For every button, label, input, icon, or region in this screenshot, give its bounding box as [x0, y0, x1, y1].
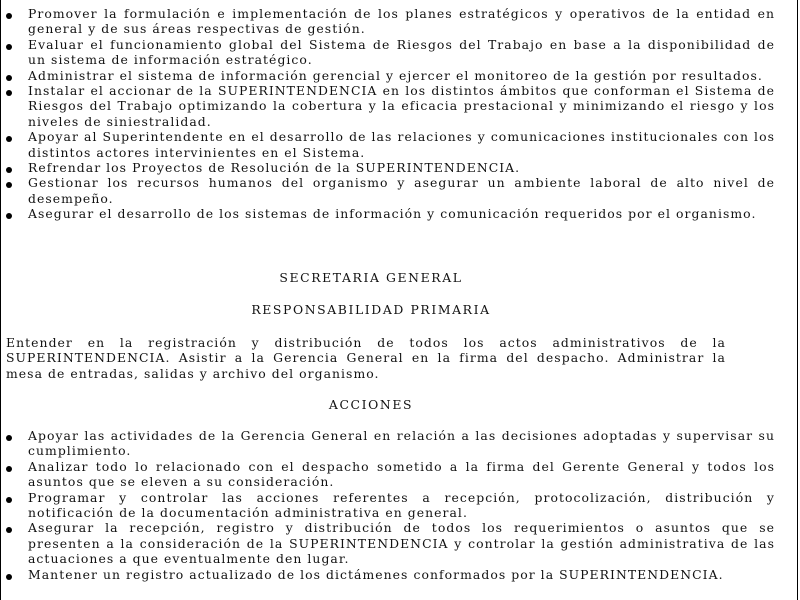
bullet-icon: [6, 435, 12, 441]
bullet-icon: [6, 44, 12, 50]
list-item-text: Analizar todo lo relacionado con el despacho sometido a la firma del Gerente General y todos los asuntos que se eleven a su consideración.: [28, 458, 775, 490]
list-item: [1, 83, 799, 129]
bullet-icon: [6, 574, 12, 580]
objectives-list: [1, 6, 799, 222]
list-item-text: Asegurar la recepción, registro y distribución de todos los requerimientos o asuntos que se presenten a la consideración de la SUPERINTENDENCIA y controlar la gestión administrativa de las actuaciones a que eventualmente den lugar.: [28, 520, 775, 567]
bullet-icon: [6, 466, 12, 472]
section-title: SECRETARIA GENERAL: [279, 270, 463, 285]
list-item: [1, 129, 799, 160]
bullet-icon: [6, 167, 12, 173]
list-item: [1, 490, 799, 521]
bullet-icon: [6, 527, 12, 533]
list-item-text: Apoyar al Superintendente en el desarrollo de las relaciones y comunicaciones institucionales con los distintos actores intervinientes en el Sistema.: [28, 129, 775, 160]
list-item: [1, 459, 799, 490]
list-item: [1, 37, 799, 68]
list-item: [1, 68, 799, 83]
acciones-heading: ACCIONES: [328, 397, 414, 412]
list-item-text: Apoyar las actividades de la Gerencia General en relación a las decisiones adoptadas y supervisar su cumplimiento.: [28, 428, 775, 459]
list-item-text: Asegurar el desarrollo de los sistemas de información y comunicación requeridos por el organismo.: [28, 206, 757, 222]
list-item-text: Mantener un registro actualizado de los dictámenes conformados por la SUPERINTENDENCIA.: [28, 566, 724, 582]
list-item-text: Promover la formulación e implementación de los planes estratégicos y operativos de la entidad en general y de sus áreas respectivas de gestión.: [28, 6, 775, 37]
list-item-text: Programar y controlar las acciones referentes a recepción, protocolización, distribución y notificación de la documentación administrativa en general.: [28, 489, 775, 521]
bullet-icon: [6, 136, 12, 142]
list-item-text: Instalar el accionar de la SUPERINTENDENCIA en los distintos ámbitos que conforman el Sistema de Riesgos del Trabajo optimizando la cobertura y la eficacia prestacional y minimizando el riesgo y los niveles de siniestralidad.: [28, 83, 775, 129]
bullet-icon: [6, 182, 12, 188]
acciones-list: [1, 428, 799, 582]
list-item: [1, 6, 799, 37]
list-item-text: Administrar el sistema de información gerencial y ejercer el monitoreo de la gestión por resultados.: [28, 67, 763, 83]
bullet-icon: [6, 90, 12, 96]
list-item: [1, 175, 799, 206]
list-item: [1, 160, 799, 175]
list-item: [1, 520, 799, 566]
bullet-icon: [6, 497, 12, 503]
list-item-text: Evaluar el funcionamiento global del Sistema de Riesgos del Trabajo en base a la disponibilidad de un sistema de información estratégico.: [28, 36, 775, 68]
list-item: [1, 567, 799, 582]
responsabilidad-paragraph: Entender en la registración y distribución de todos los actos administrativos de la SUPERINTENDENCIA. Asistir a la Gerencia General en la firma del despacho. Administrar la mesa de entradas, salidas y archivo del organismo.: [6, 335, 726, 381]
bullet-icon: [6, 13, 12, 19]
responsabilidad-heading: RESPONSABILIDAD PRIMARIA: [251, 302, 491, 317]
bullet-icon: [6, 75, 12, 81]
list-item-text: Refrendar los Proyectos de Resolución de la SUPERINTENDENCIA.: [28, 160, 521, 176]
list-item: [1, 206, 799, 221]
list-item: [1, 428, 799, 459]
bullet-icon: [6, 213, 12, 219]
list-item-text: Gestionar los recursos humanos del organismo y asegurar un ambiente laboral de alto nivel de desempeño.: [28, 175, 775, 206]
